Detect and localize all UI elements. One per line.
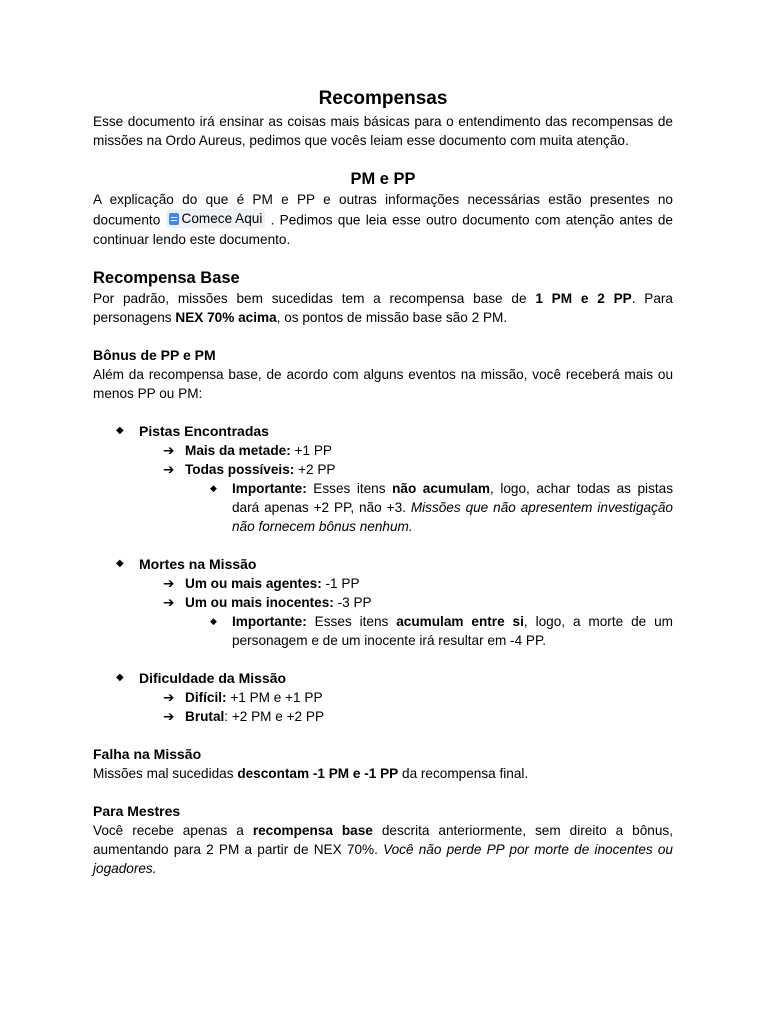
diamond-bullet-icon: ◆ (116, 671, 124, 683)
arrow-bullet-icon: ➔ (163, 594, 175, 610)
document-page (93, 86, 673, 878)
heading-bonus: Bônus de PP e PM (93, 346, 216, 363)
comece-aqui-link[interactable]: Comece Aqui (166, 209, 266, 228)
list-item: ➔ Mais da metade: +1 PP (163, 442, 332, 458)
arrow-bullet-icon: ➔ (163, 708, 175, 724)
heading-recompensa-base: Recompensa Base (93, 268, 240, 287)
bullet-pistas: ◆ Pistas Encontradas (116, 422, 269, 439)
intro-paragraph: Esse documento irá ensinar as coisas mais básicas para o entendimento das recompensas de missões na Ordo Aureus, pedimos que vocês leiam esse documento com muita atenção. (93, 114, 673, 148)
bonus-paragraph: Além da recompensa base, de acordo com alguns eventos na missão, você receberá mais ou menos PP ou PM: (93, 366, 673, 401)
base-paragraph: Por padrão, missões bem sucedidas tem a recompensa base de 1 PM e 2 PP. Para personagens NEX 70% acima, os pontos de missão base são 2 PM. (93, 290, 673, 325)
mestres-paragraph: Você recebe apenas a recompensa base descrita anteriormente, sem direito a bônus, aumentando para 2 PM a partir de NEX 70%. Você não perde PP por morte de inocentes ou jogadores. (93, 822, 673, 876)
diamond-bullet-icon: ◆ (210, 615, 217, 626)
list-item: ➔ Difícil: +1 PM e +1 PP (163, 689, 323, 705)
diamond-bullet-icon: ◆ (116, 424, 124, 436)
heading-falha: Falha na Missão (93, 745, 202, 762)
page-title: Recompensas (318, 88, 448, 109)
list-item: ➔ Todas possíveis: +2 PP (163, 461, 336, 477)
arrow-bullet-icon: ➔ (163, 442, 175, 458)
list-item: ➔ Um ou mais inocentes: -3 PP (163, 594, 372, 610)
heading-pm-pp: PM e PP (350, 170, 416, 188)
diamond-bullet-icon: ◆ (210, 482, 217, 493)
falha-paragraph: Missões mal sucedidas descontam -1 PM e -1 PP da recompensa final. (93, 765, 529, 781)
heading-mestres: Para Mestres (93, 802, 181, 819)
list-item: ➔ Brutal: +2 PM e +2 PP (163, 708, 325, 724)
diamond-bullet-icon: ◆ (116, 557, 124, 569)
bullet-mortes: ◆ Mortes na Missão (116, 555, 257, 572)
pm-pp-paragraph: A explicação do que é PM e PP e outras informações necessárias estão presentes no documento Comece Aqui . Pedimos que leia esse outro documento com atenção antes de continuar lendo este documento. (93, 192, 673, 247)
bullet-dificuldade: ◆ Dificuldade da Missão (116, 669, 287, 686)
note-mortes: ◆ Importante: Esses itens acumulam entre si, logo, a morte de um personagem e de um inocente irá resultar em -4 PP. (210, 613, 673, 648)
arrow-bullet-icon: ➔ (163, 461, 175, 477)
document-icon (169, 213, 179, 225)
arrow-bullet-icon: ➔ (163, 575, 175, 591)
note-pistas: ◆ Importante: Esses itens não acumulam, logo, achar todas as pistas dará apenas +2 PP, não +3. Missões que não apresentem investigação não fornecem bônus nenhum. (210, 480, 674, 534)
arrow-bullet-icon: ➔ (163, 689, 175, 705)
list-item: ➔ Um ou mais agentes: -1 PP (163, 575, 360, 591)
